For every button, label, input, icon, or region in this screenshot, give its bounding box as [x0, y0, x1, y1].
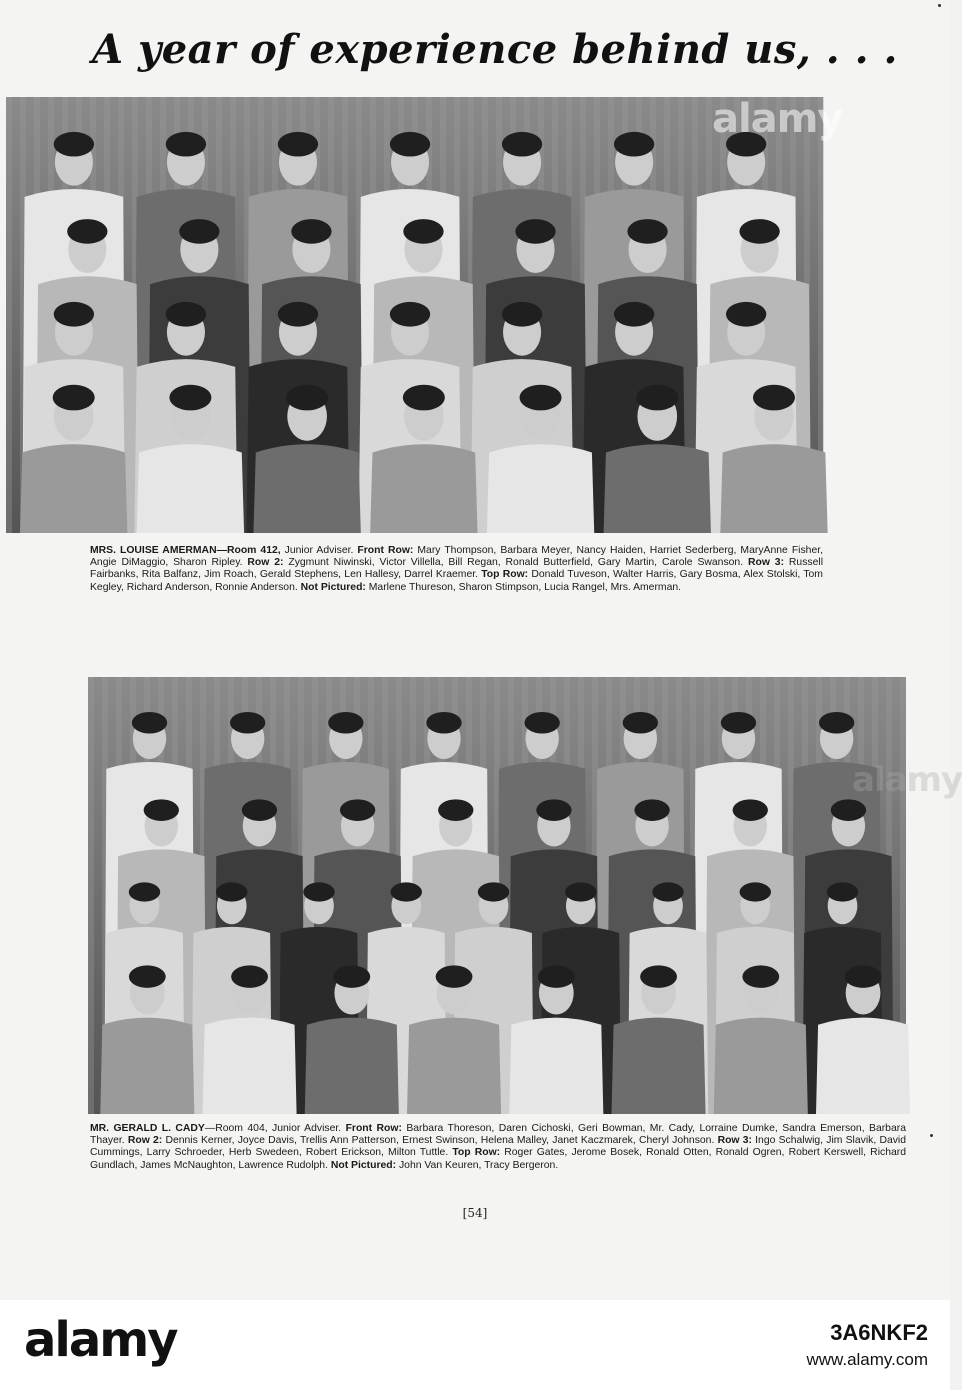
front-row-label: Front Row:	[345, 1123, 402, 1134]
student-hair	[515, 219, 555, 244]
not-pictured-label: Not Pictured:	[300, 581, 366, 593]
student-hair	[426, 712, 461, 734]
student-hair	[333, 965, 370, 987]
student-hair	[179, 219, 219, 244]
row2-label: Row 2:	[127, 1135, 163, 1147]
student-figure	[203, 1018, 297, 1114]
stock-footer-bar	[0, 1300, 950, 1390]
student-hair	[67, 219, 107, 244]
student-figure	[604, 444, 711, 533]
student-hair	[753, 385, 795, 411]
page-number: [54]	[462, 1206, 488, 1220]
adviser-name: MRS. LOUISE AMERMAN	[90, 545, 217, 556]
group-photo-image	[6, 97, 823, 533]
student-hair	[403, 219, 443, 244]
top-row-label: Top Row:	[481, 569, 529, 581]
student-hair	[230, 712, 265, 734]
top-row-names: Donald Tuveson, Walter Harris, Gary Bosma, Alex Stolski, Tom Kegley, Richard Anderson, Ronnie Anderson.	[90, 569, 823, 593]
student-hair	[328, 712, 363, 734]
student-hair	[733, 799, 768, 821]
student-figure	[509, 1018, 603, 1114]
student-figure	[612, 1018, 706, 1114]
student-hair	[169, 385, 211, 411]
student-figure	[137, 444, 244, 533]
student-figure	[487, 444, 594, 533]
student-hair	[166, 302, 206, 327]
student-hair	[144, 799, 179, 821]
image-id: 3A6NKF2	[830, 1320, 928, 1345]
student-hair	[623, 712, 658, 734]
amerman-caption	[90, 545, 823, 594]
top-row-names: Roger Gates, Jerome Bosek, Ronald Otten, Ronald Ogren, Robert Kerswell, Richard Gundlach, James McNaughton, Lawrence Rudolph.	[90, 1147, 906, 1171]
student-hair	[634, 799, 669, 821]
student-hair	[216, 882, 247, 901]
student-hair	[286, 385, 328, 411]
student-figure	[305, 1018, 399, 1114]
student-hair	[721, 712, 756, 734]
curtain-fold	[88, 677, 94, 1114]
adviser-role: Junior Adviser.	[280, 545, 358, 556]
student-hair	[538, 965, 575, 987]
top-row-label: Top Row:	[452, 1147, 501, 1159]
student-hair	[436, 965, 473, 987]
student-figure	[20, 444, 127, 533]
row3-label: Row 3:	[747, 557, 785, 569]
row3-names: Russell Fairbanks, Rita Balfanz, Jim Roach, Gerald Stephens, Len Hallesy, Darrel Kraemer.	[90, 557, 824, 581]
student-hair	[242, 799, 277, 821]
student-hair	[231, 965, 268, 987]
adviser-role: Junior Adviser.	[267, 1123, 346, 1134]
not-pictured-names: Marlene Thureson, Sharon Stimpson, Lucia Rangel, Mrs. Amerman.	[365, 581, 682, 593]
room-number: —Room 412,	[216, 545, 281, 556]
student-hair	[831, 799, 866, 821]
student-hair	[627, 219, 667, 244]
student-hair	[536, 799, 571, 821]
student-hair	[166, 132, 206, 157]
student-figure	[407, 1018, 501, 1114]
row2-names: Dennis Kerner, Joyce Davis, Trellis Ann Patterson, Ernest Swinson, Helena Malley, Janet Kaczmarek, Cheryl Johnson.	[162, 1135, 718, 1147]
row3-names: Ingo Schalwig, Jim Slavik, David Cummings, Larry Schroeder, Herb Swedeen, Robert Erickson, Milton Tuttle.	[90, 1135, 907, 1159]
front-row-label: Front Row:	[357, 545, 414, 556]
alamy-logo: alamy	[24, 1312, 177, 1368]
student-hair	[129, 882, 160, 901]
watermark-logo: alamy	[852, 760, 962, 800]
row2-label: Row 2:	[247, 557, 284, 569]
not-pictured-names: John Van Keuren, Tracy Bergeron.	[396, 1159, 559, 1171]
student-figure	[100, 1018, 194, 1114]
student-hair	[438, 799, 473, 821]
student-hair	[291, 219, 331, 244]
student-hair	[524, 712, 559, 734]
student-hair	[827, 882, 858, 901]
student-figure	[253, 444, 360, 533]
student-hair	[278, 302, 318, 327]
print-speck	[938, 4, 941, 7]
student-hair	[726, 302, 766, 327]
student-hair	[502, 132, 542, 157]
student-hair	[278, 132, 318, 157]
amerman-homeroom-photo	[6, 97, 823, 533]
student-hair	[845, 965, 882, 987]
group-photo-image	[88, 677, 906, 1114]
cady-homeroom-photo	[88, 677, 906, 1114]
room-number: —Room 404,	[204, 1123, 268, 1134]
student-hair	[391, 882, 422, 901]
student-hair	[614, 132, 654, 157]
student-hair	[565, 882, 596, 901]
student-hair	[742, 965, 779, 987]
curtain-fold	[6, 97, 12, 533]
student-hair	[132, 712, 167, 734]
student-hair	[614, 302, 654, 327]
watermark-logo: alamy	[712, 96, 843, 142]
student-hair	[502, 302, 542, 327]
student-figure	[720, 444, 827, 533]
student-hair	[403, 385, 445, 411]
student-hair	[54, 132, 94, 157]
student-hair	[53, 385, 95, 411]
front-row-names: Barbara Thoreson, Daren Cichoski, Geri Bowman, Mr. Cady, Lorraine Dumke, Sandra Emerson, Barbara Thayer.	[90, 1123, 906, 1147]
cady-caption	[90, 1123, 906, 1172]
not-pictured-label: Not Pictured:	[330, 1159, 397, 1171]
student-figure	[370, 444, 477, 533]
student-hair	[740, 882, 771, 901]
student-hair	[340, 799, 375, 821]
page-headline: A year of experience behind us, . . .	[92, 26, 898, 73]
student-figure	[816, 1018, 910, 1114]
student-hair	[739, 219, 779, 244]
student-hair	[652, 882, 683, 901]
student-hair	[303, 882, 334, 901]
student-figure	[714, 1018, 808, 1114]
site-url: www.alamy.com	[806, 1350, 928, 1369]
front-row-names: Mary Thompson, Barbara Meyer, Nancy Haiden, Harriet Sederberg, MaryAnne Fisher, Angie DiMaggio, Sharon Ripley.	[90, 545, 823, 569]
row3-label: Row 3:	[717, 1135, 752, 1147]
student-hair	[54, 302, 94, 327]
student-hair	[390, 302, 430, 327]
student-hair	[520, 385, 562, 411]
row2-names: Zygmunt Niwinski, Victor Villella, Bill Regan, Ronald Butterfield, Gary Martin, Carole Swanson.	[283, 557, 748, 569]
student-hair	[636, 385, 678, 411]
student-hair	[478, 882, 509, 901]
print-speck	[930, 1134, 933, 1137]
student-hair	[819, 712, 854, 734]
student-hair	[129, 965, 166, 987]
student-hair	[640, 965, 677, 987]
adviser-name: MR. GERALD L. CADY	[90, 1123, 205, 1134]
student-hair	[390, 132, 430, 157]
